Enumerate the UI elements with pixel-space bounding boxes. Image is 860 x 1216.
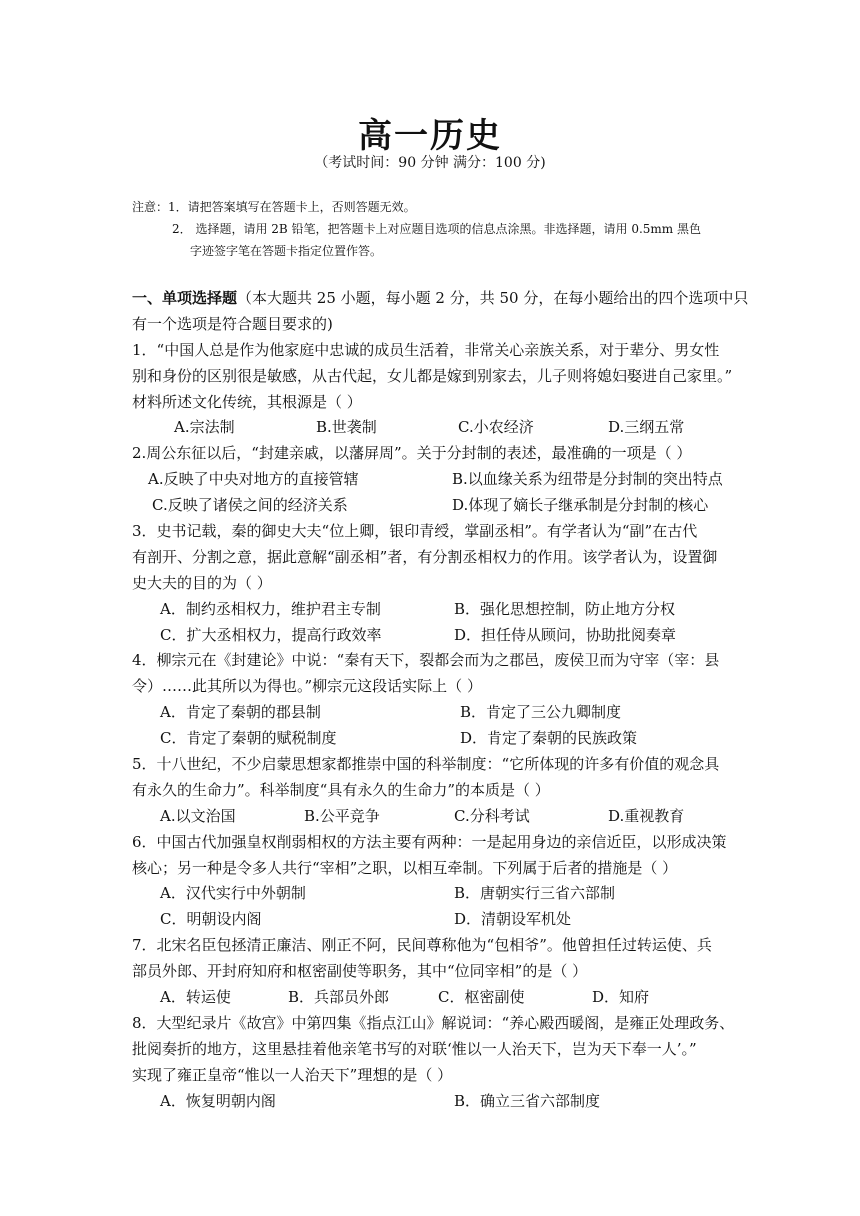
option-d: D.体现了嫡长子继承制是分封制的核心 [452, 496, 709, 515]
question-stem: 实现了雍正皇帝“惟以一人治天下”理想的是（ ） [132, 1065, 453, 1084]
question-stem: 令）……此其所以为得也。”柳宗元这段话实际上（ ） [132, 677, 482, 696]
option-c: C．肯定了秦朝的赋税制度 [160, 729, 337, 748]
option-a: A．肯定了秦朝的郡县制 [160, 703, 321, 722]
question-stem: 8．大型纪录片《故宫》中第四集《指点江山》解说词：“养心殿西暖阁，是雍正处理政务、 [132, 1013, 735, 1032]
question-stem: 4．柳宗元在《封建论》中说：“秦有天下，裂都会而为之郡邑，废侯卫而为守宰（宰：县 [132, 651, 720, 670]
option-b: B．强化思想控制，防止地方分权 [454, 599, 676, 618]
option-b: B．肯定了三公九卿制度 [460, 703, 622, 722]
options-row [132, 700, 732, 726]
question-stem: 5．十八世纪，不少启蒙思想家都推崇中国的科举制度：“它所体现的许多有价值的观念具 [132, 755, 720, 774]
options-row [132, 804, 732, 830]
question-stem: 部员外郎、开封府知府和枢密副使等职务，其中“位同宰相”的是（ ） [132, 962, 588, 981]
question-stem: 有永久的生命力”。科举制度“具有永久的生命力”的本质是（ ） [132, 780, 550, 799]
question-section [132, 286, 749, 1115]
option-a: A．转运使 [160, 988, 231, 1007]
options-row [132, 467, 732, 493]
option-d: D．肯定了秦朝的民族政策 [460, 729, 638, 748]
options-row [132, 493, 732, 519]
option-a: A．汉代实行中外朝制 [160, 884, 306, 903]
option-b: B．确立三省六部制度 [454, 1091, 601, 1110]
option-a: A．恢复明朝内阁 [160, 1091, 276, 1110]
note-1: 注意：1．请把答案填写在答题卡上，否则答题无效。 [132, 200, 416, 214]
option-b: B.公平竞争 [304, 806, 380, 825]
question-stem: 3．史书记载，秦的御史大夫“位上卿，银印青绶，掌副丞相”。有学者认为“副”在古代 [132, 522, 698, 541]
question-stem: 2.周公东征以后，“封建亲戚，以藩屏周”。关于分封制的表述，最准确的一项是（ ） [132, 444, 692, 463]
question-stem: 6．中国古代加强皇权削弱相权的方法主要有两种：一是起用身边的亲信近臣，以形成决策 [132, 832, 727, 851]
option-a: A.反映了中央对地方的直接管辖 [148, 470, 359, 489]
option-b: B．唐朝实行三省六部制 [454, 884, 616, 903]
question-stem: 批阅奏折的地方，这里悬挂着他亲笔书写的对联‘惟以一人治天下，岂为天下奉一人’。” [132, 1039, 697, 1058]
question-stem: 有剖开、分割之意，据此意解“副丞相”者，有分割丞相权力的作用。该学者认为，设置御 [132, 547, 718, 566]
option-c: C．明朝设内阁 [160, 910, 262, 929]
option-b: B．兵部员外郎 [288, 988, 390, 1007]
option-a: A.宗法制 [174, 418, 235, 437]
question-stem: 核心；另一种是令多人共行“宰相”之职，以相互牵制。下列属于后者的措施是（ ） [132, 858, 678, 877]
note-2-cont: 字迹签字笔在答题卡指定位置作答。 [190, 244, 383, 258]
options-row [132, 415, 732, 441]
options-row [132, 881, 732, 907]
option-c: C．扩大丞相权力，提高行政效率 [160, 625, 382, 644]
option-d: D．知府 [592, 988, 650, 1007]
option-d: D.重视教育 [608, 806, 685, 825]
option-c: C.小农经济 [458, 418, 534, 437]
question-stem: 7．北宋名臣包拯清正廉洁、刚正不阿，民间尊称他为“包相爷”。他曾担任过转运使、兵 [132, 936, 712, 955]
question-stem: 史大夫的目的为（ ） [132, 573, 272, 592]
options-row [132, 623, 732, 649]
notes [132, 196, 732, 262]
options-row [132, 985, 732, 1011]
section-intro: 一、单项选择题（本大题共 25 小题，每小题 2 分，共 50 分，在每小题给出的四个选项中只 [132, 289, 749, 307]
option-a: A.以文治国 [160, 806, 236, 825]
option-a: A．制约丞相权力，维护君主专制 [160, 599, 381, 618]
option-b: B.以血缘关系为纽带是分封制的突出特点 [452, 470, 723, 489]
options-row [132, 597, 732, 623]
options-row [132, 907, 732, 933]
option-d: D．清朝设军机处 [454, 910, 572, 929]
page-title: 高一历史 [358, 116, 502, 156]
options-row [132, 1089, 732, 1115]
option-c: C.反映了诸侯之间的经济关系 [152, 496, 348, 515]
option-c: C.分科考试 [454, 806, 530, 825]
section-intro-cont: 有一个选项是符合题目要求的) [132, 314, 333, 333]
note-2: 2． 选择题，请用 2B 铅笔，把答题卡上对应题目选项的信息点涂黑。非选择题，请用 0.5mm 黑色 [172, 222, 702, 236]
exam-info: （考试时间：90 分钟 满分：100 分) [314, 155, 546, 171]
option-c: C．枢密副使 [438, 988, 525, 1007]
question-stem: 别和身份的区别很是敏感，从古代起，女儿都是嫁到别家去，儿子则将媳妇娶进自己家里。” [132, 366, 733, 385]
question-stem: 1．“中国人总是作为他家庭中忠诚的成员生活着，非常关心亲族关系，对于辈分、男女性 [132, 340, 720, 359]
question-stem: 材料所述文化传统，其根源是（ ） [132, 392, 362, 411]
option-b: B.世袭制 [316, 418, 377, 437]
option-d: D.三纲五常 [608, 418, 685, 437]
option-d: D．担任侍从顾问，协助批阅奏章 [454, 625, 677, 644]
section-heading: 一、单项选择题 [132, 289, 238, 307]
options-row [132, 726, 732, 752]
